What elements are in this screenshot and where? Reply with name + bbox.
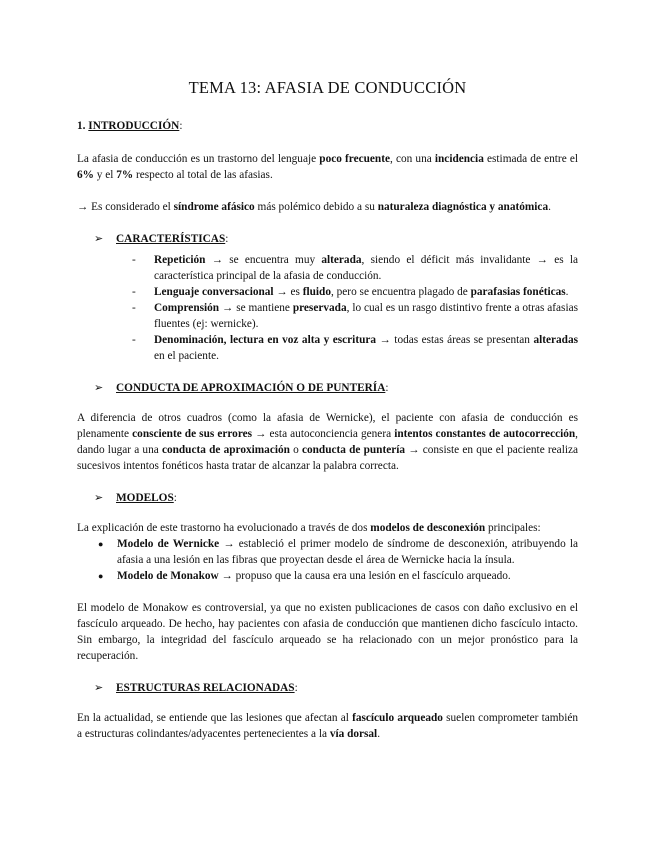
subsection-heading-conducta: ➢ CONDUCTA DE APROXIMACIÓN O DE PUNTERÍA: — [94, 382, 389, 394]
arrowhead-bullet-icon: ➢ — [94, 382, 104, 394]
intro-paragraph: La afasia de conducción es un trastorno del lenguaje poco frecuente, con una incidencia estimada de entre el 6% y el 7% respecto al total de las afasias. — [77, 153, 579, 181]
list-item: - Comprensión → se mantiene preservada, lo cual es un rasgo distintivo frente a otras afasias fluentes (ej: wernicke). — [132, 302, 578, 330]
conducta-paragraph: A diferencia de otros cuadros (como la afasia de Wernicke), el paciente con afasia de conducción es plenamente consciente de sus errores → esta autoconciencia genera intentos constantes de autocorrección, dando lugar a una conducta de aproximación o conducta de puntería → consiste en que el paciente realiza sucesivos intentos fonéticos hasta tratar de alcanzar la palabra correcta. — [77, 412, 578, 472]
section-heading-text: INTRODUCCIÓN — [88, 120, 180, 132]
section-heading-introduccion — [77, 118, 578, 134]
modelos-list — [98, 536, 578, 584]
list-item: ● Modelo de Wernicke → estableció el primer modelo de síndrome de desconexión, atribuyendo la afasia a una lesión en las fibras que proyectan desde el área de Wernicke hacia la ínsula. — [98, 538, 578, 566]
modelos-paragraph: El modelo de Monakow es controversial, ya que no existen publicaciones de casos con daño exclusivo en el fascículo arqueado. De hecho, hay pacientes con afasia de conducción que mantienen dicho fascículo intacto. Sin embargo, la integridad del fascículo arqueado se ha relacionado con un mejor pronóstico para la recuperación. — [77, 602, 578, 662]
modelos-intro: La explicación de este trastorno ha evolucionado a través de dos modelos de desconexión principales: — [77, 522, 541, 534]
page-title: TEMA 13: AFASIA DE CONDUCCIÓN — [188, 78, 467, 97]
section-number: 1. — [77, 120, 89, 132]
list-item: - Repetición → se encuentra muy alterada, siendo el déficit más invalidante → es la característica principal de la afasia de conducción. — [132, 254, 579, 282]
caracteristicas-list — [132, 252, 578, 364]
estructuras-paragraph: En la actualidad, se entiende que las lesiones que afectan al fascículo arqueado suelen comprometer también a estructuras colindantes/adyacentes pertenecientes a la vía dorsal. — [77, 712, 578, 740]
arrowhead-bullet-icon: ➢ — [94, 682, 104, 694]
list-item: - Lenguaje conversacional → es fluido, pero se encuentra plagado de parafasias fonéticas. — [132, 286, 569, 298]
intro-paragraph-2: → Es considerado el síndrome afásico más polémico debido a su naturaleza diagnóstica y anatómica. — [77, 201, 551, 213]
list-item: - Denominación, lectura en voz alta y escritura → todas estas áreas se presentan alteradas en el paciente. — [132, 334, 578, 362]
arrowhead-bullet-icon: ➢ — [94, 233, 104, 245]
arrowhead-bullet-icon: ➢ — [94, 492, 104, 504]
list-item: ● Modelo de Monakow → propuso que la causa era una lesión en el fascículo arqueado. — [98, 570, 511, 582]
subsection-heading-estructuras: ➢ ESTRUCTURAS RELACIONADAS: — [94, 682, 298, 694]
subsection-heading-modelos: ➢ MODELOS: — [94, 492, 177, 504]
subsection-heading-caracteristicas: ➢ CARACTERÍSTICAS: — [94, 233, 229, 245]
heading-colon: : — [179, 120, 183, 132]
